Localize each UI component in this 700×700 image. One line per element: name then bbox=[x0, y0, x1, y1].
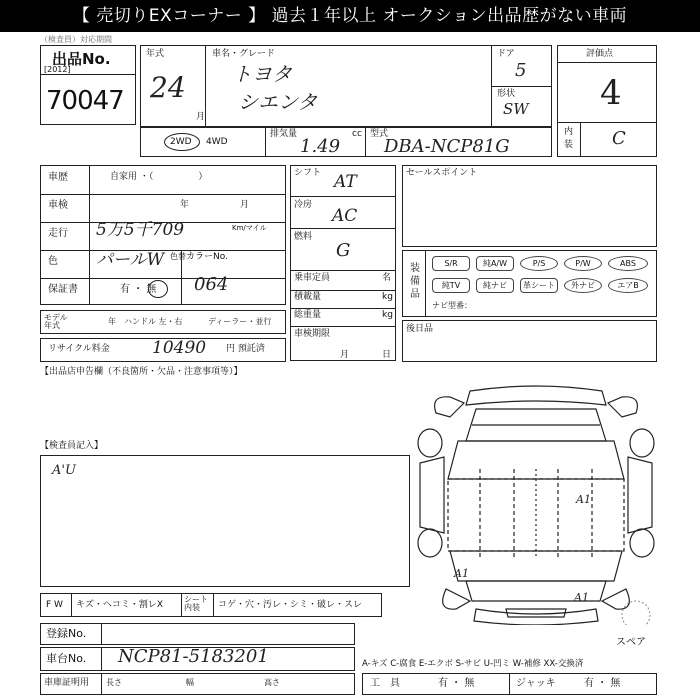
inspector-box bbox=[40, 455, 410, 587]
diagram-mark-2: A1 bbox=[454, 567, 469, 580]
equip-ps: P/S bbox=[520, 256, 558, 271]
equip-aw: 純A/W bbox=[476, 256, 514, 271]
model-code-label: 型式 bbox=[370, 129, 389, 139]
equip-leather: 革シート bbox=[520, 278, 558, 293]
capacity-label: 乗車定員 bbox=[294, 273, 331, 283]
load-unit: kg bbox=[382, 292, 393, 302]
equipment-label: 装備品 bbox=[410, 263, 420, 300]
tools-value: 有 ・ 無 bbox=[438, 678, 475, 689]
car-diagram bbox=[410, 383, 662, 625]
interior-value: C bbox=[612, 128, 626, 149]
model-year-year: 年 bbox=[108, 317, 116, 326]
car-maker: トヨタ bbox=[232, 62, 292, 86]
color-label: 色 bbox=[48, 256, 58, 267]
model-year-label: モデル年式 bbox=[44, 313, 68, 330]
history-label: 車歴 bbox=[48, 172, 68, 183]
history-value: 自家用 ・（ ） bbox=[110, 172, 208, 182]
drive-2wd: 2WD bbox=[170, 137, 192, 147]
warranty-label: 保証書 bbox=[48, 284, 78, 295]
car-model: シエンタ bbox=[238, 90, 318, 114]
shape-label: 形状 bbox=[497, 89, 516, 99]
cert-height: 高さ bbox=[264, 678, 280, 687]
ac-value: AC bbox=[332, 206, 358, 226]
displacement-value: 1.49 bbox=[300, 136, 341, 157]
inspector-label: 【検査員記入】 bbox=[40, 441, 104, 451]
chassis-value: NCP81-5183201 bbox=[118, 646, 269, 667]
period-month: 月 bbox=[340, 350, 350, 360]
color-no-value: 064 bbox=[194, 274, 229, 295]
color-no-label: カラーNo. bbox=[186, 252, 228, 262]
chassis-label: 車台No. bbox=[46, 652, 87, 665]
banner: 【 売切りEXコーナー 】 過去１年以上 オークション出品歴がない車両 bbox=[0, 0, 700, 32]
inspection-label: 車検 bbox=[48, 200, 68, 211]
displacement-unit: cc bbox=[352, 129, 362, 139]
sales-point-label: セールスポイント bbox=[406, 168, 478, 178]
damage-code-legend: A-キズ C-腐食 E-エクボ S-サビ U-凹ミ W-補修 XX-交換済 bbox=[362, 659, 584, 669]
fuel-value: G bbox=[336, 240, 351, 261]
score-label: 評価点 bbox=[586, 49, 614, 59]
cert-width: 幅 bbox=[186, 678, 194, 687]
reg-row bbox=[40, 623, 355, 645]
equip-navi-model: ナビ型番： bbox=[432, 301, 472, 310]
model-code-value: DBA-NCP81G bbox=[384, 136, 510, 157]
recycle-label: リサイクル料金 bbox=[48, 344, 110, 354]
lot-number: 70047 bbox=[46, 86, 124, 116]
year-label: 年式 bbox=[146, 49, 165, 59]
tools-label: 工 具 bbox=[370, 678, 400, 689]
equip-pw: P/W bbox=[564, 256, 602, 271]
mileage-value: 5万5千709 bbox=[96, 220, 185, 240]
inspector-note: A'U bbox=[52, 463, 76, 478]
score-value: 4 bbox=[600, 73, 622, 113]
shift-value: AT bbox=[334, 172, 357, 192]
recycle-value: 10490 bbox=[152, 338, 207, 358]
equip-navi: 純ナビ bbox=[476, 278, 514, 293]
ac-label: 冷房 bbox=[294, 200, 313, 210]
declaration-label: 【出品店申告欄（不良箇所・欠品・注意事項等）】 bbox=[40, 367, 243, 377]
equip-sr: S/R bbox=[432, 256, 470, 271]
period-day: 日 bbox=[382, 350, 392, 360]
equip-abs: ABS bbox=[608, 256, 648, 271]
equip-ext-navi: 外ナビ bbox=[564, 278, 602, 293]
color-note: 色替 bbox=[170, 252, 186, 261]
year-value: 24 bbox=[150, 71, 186, 104]
jack-label: ジャッキ bbox=[516, 678, 556, 689]
diagram-mark-1: A1 bbox=[576, 493, 591, 506]
mileage-label: 走行 bbox=[48, 228, 68, 239]
spare-label: スペア bbox=[616, 637, 646, 648]
cert-length: 長さ bbox=[106, 678, 122, 687]
doors-value: 5 bbox=[515, 60, 527, 81]
damage-items: キズ・ヘコミ・割レX bbox=[76, 600, 163, 610]
shape-value: SW bbox=[503, 100, 529, 118]
jack-value: 有 ・ 無 bbox=[584, 678, 621, 689]
later-box bbox=[402, 320, 657, 362]
top-note: （検査員）対応期間 bbox=[40, 35, 112, 44]
warranty-value: 有 ・ 無 bbox=[120, 284, 157, 295]
cert-label: 車庫証明用 bbox=[44, 678, 90, 688]
load-label: 積載量 bbox=[294, 292, 322, 302]
displacement-label: 排気量 bbox=[270, 129, 298, 139]
later-label: 後日品 bbox=[406, 324, 434, 334]
car-label: 車名・グレード bbox=[212, 49, 276, 59]
year-unit: 月 bbox=[196, 112, 206, 122]
drive-4wd: 4WD bbox=[206, 137, 228, 147]
shift-label: シフト bbox=[294, 168, 322, 178]
reg-label: 登録No. bbox=[46, 627, 87, 640]
recycle-unit: 円 預託済 bbox=[226, 344, 265, 354]
fuel-label: 燃料 bbox=[294, 232, 313, 242]
equip-tv: 純TV bbox=[432, 278, 470, 293]
inspection-year: 年 bbox=[180, 200, 190, 210]
diagram-mark-3: A1 bbox=[574, 591, 589, 604]
lot-label: 出品No. bbox=[52, 50, 111, 68]
interior-label: 内装 bbox=[564, 127, 574, 150]
equip-airbag: エアB bbox=[608, 278, 648, 293]
weight-unit: kg bbox=[382, 310, 393, 320]
warranty-circle bbox=[148, 280, 168, 298]
capacity-unit: 名 bbox=[382, 273, 392, 283]
color-value: パールW bbox=[96, 250, 165, 270]
inspection-month: 月 bbox=[240, 200, 250, 210]
damage-fw: F W bbox=[46, 600, 63, 610]
model-year-handle: ハンドル 左・右 bbox=[124, 317, 183, 326]
mileage-units: Km/マイル bbox=[232, 224, 267, 232]
model-year-dealer: ディーラー・並行 bbox=[208, 317, 272, 326]
damage-seat: シート内装 bbox=[184, 595, 208, 612]
doors-label: ドア bbox=[497, 49, 515, 59]
damage-seat-items: コゲ・穴・汚レ・シミ・破レ・スレ bbox=[218, 600, 363, 610]
lot-year-stamp: [2012] bbox=[44, 65, 71, 74]
weight-label: 総重量 bbox=[294, 310, 322, 320]
period-label: 車検期限 bbox=[294, 329, 331, 339]
